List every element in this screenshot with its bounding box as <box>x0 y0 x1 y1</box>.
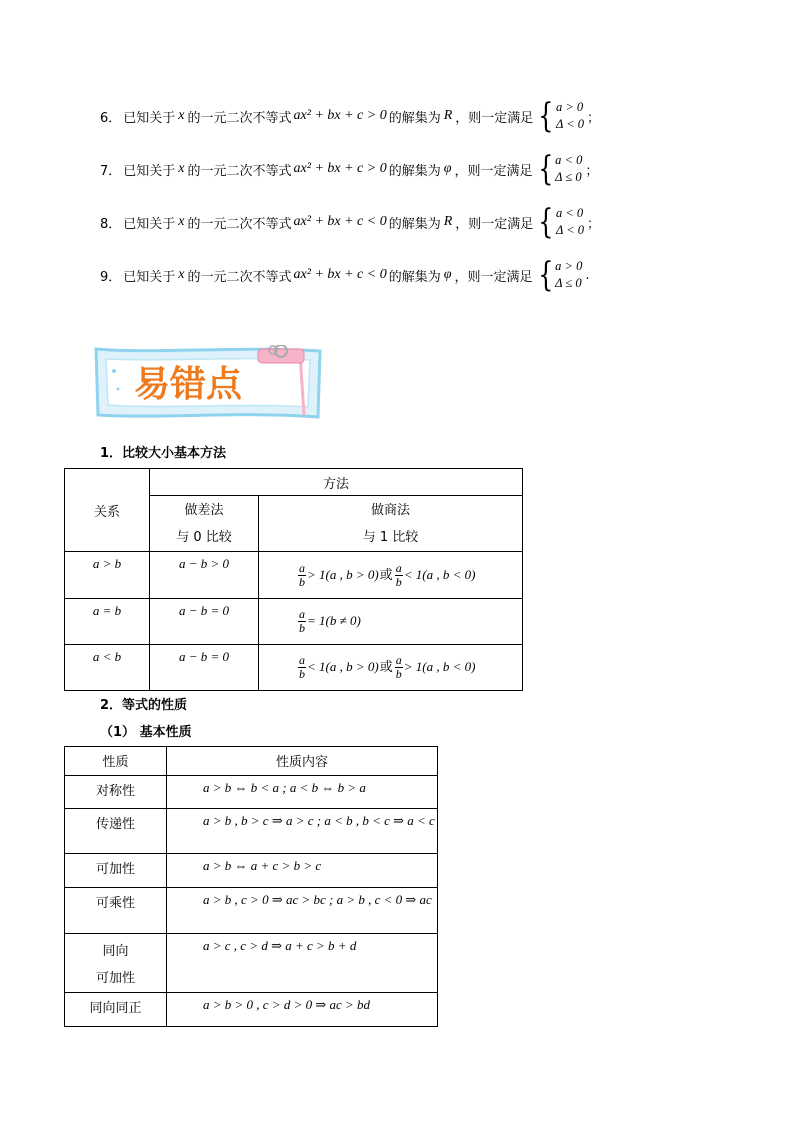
prop-content: a > b > 0 , c > d > 0 ⇒ ac > bd <box>203 997 371 1012</box>
condition-system: { a < 0 Δ < 0 <box>538 202 584 242</box>
col-prop: 性质 <box>65 747 167 776</box>
prop-name: 传递性 <box>65 809 167 854</box>
table-row <box>65 934 438 993</box>
prop-name: 同向同正 <box>65 993 167 1027</box>
quot-cell: $\frac{a}{b}$ > 1(a , b > 0)或 $\frac{a}{b}$ < 1(a , b < 0) <box>259 552 523 599</box>
diff-cell: a − b = 0 <box>178 649 230 664</box>
section1-heading: 1．比较大小基本方法 <box>100 446 227 461</box>
left-brace-icon: { <box>537 149 553 189</box>
col-relation: 关系 <box>65 469 150 552</box>
condition-number: 6． <box>100 110 122 126</box>
rel-cell: a = b <box>92 603 122 618</box>
fraction: $\frac{a}{b}$ <box>395 653 402 681</box>
col-diff <box>150 496 259 552</box>
condition-number: 7． <box>100 163 122 179</box>
solution-set: R <box>443 108 453 123</box>
table-row <box>65 809 438 854</box>
basic-properties-table <box>64 746 438 1027</box>
col-content: 性质内容 <box>167 747 438 776</box>
left-brace-icon: { <box>537 255 553 295</box>
table-row <box>65 854 438 888</box>
inequality: ax² + bx + c > 0 <box>293 161 387 176</box>
condition-item: 8． 已知关于 x 的一元二次不等式 ax² + bx + c < 0 的解集为 R ，则一定满足 { a < 0 Δ < 0 ； <box>100 202 601 242</box>
prop-content: a > b ⇔ a + c > b > c <box>203 858 322 873</box>
col-quot <box>259 496 523 552</box>
condition-number: 9． <box>100 269 122 285</box>
ribbon-bow-icon <box>258 345 304 363</box>
solution-set: R <box>443 214 453 229</box>
left-brace-icon: { <box>538 202 554 242</box>
section2-heading: 2．等式的性质 <box>100 698 188 713</box>
prop-content: a > c , c > d ⇒ a + c > b + d <box>203 938 357 953</box>
sub-quot: 做商法 <box>370 502 410 518</box>
prop-name: 对称性 <box>65 776 167 809</box>
sub-diff-note: 与 0 比较 <box>176 529 232 545</box>
rel-cell: a > b <box>92 556 122 571</box>
prop-content: a > b , c > 0 ⇒ ac > bc ; a > b , c < 0 ⇒ ac <box>203 892 432 907</box>
sub-diff: 做差法 <box>184 502 224 518</box>
sub-quot-note: 与 1 比较 <box>362 529 419 545</box>
table-row <box>65 645 523 691</box>
fraction: $\frac{a}{b}$ <box>395 560 402 589</box>
prop-name: 同向 可加性 <box>65 934 167 993</box>
section2-subheading: （1） 基本性质 <box>100 725 192 740</box>
diff-cell: a − b = 0 <box>178 603 230 618</box>
condition-item: 6． 已知关于 x 的一元二次不等式 ax² + bx + c > 0 的解集为 R ，则一定满足 { a > 0 Δ < 0 ； <box>100 96 601 136</box>
condition-system: { a > 0 Δ ≤ 0 <box>537 255 583 295</box>
quot-cell: $\frac{a}{b}$ = 1(b ≠ 0) <box>259 599 523 645</box>
condition-system: { a > 0 Δ < 0 <box>538 96 584 136</box>
condition-item: 9． 已知关于 x 的一元二次不等式 ax² + bx + c < 0 的解集为 φ ，则一定满足 { a > 0 Δ ≤ 0 . <box>100 255 590 295</box>
table-row <box>65 599 523 645</box>
solution-set: φ <box>443 161 452 176</box>
rel-cell: a < b <box>92 649 122 664</box>
compare-methods-table <box>64 468 523 691</box>
prop-content: a > b , b > c ⇒ a > c ; a < b , b < c ⇒ a < c <box>203 813 435 828</box>
quot-cell: $\frac{a}{b}$ < 1(a , b > 0)或 $\frac{a}{b}$ > 1(a , b < 0) <box>259 645 523 691</box>
fraction: $\frac{a}{b}$ <box>299 607 305 635</box>
banner-title: 易错点 <box>134 364 243 405</box>
table-row <box>65 552 523 599</box>
prop-name: 可乘性 <box>65 888 167 934</box>
diff-cell: a − b > 0 <box>178 556 230 571</box>
left-brace-icon: { <box>538 96 554 136</box>
condition-system: { a < 0 Δ ≤ 0 <box>537 149 583 189</box>
condition-number: 8． <box>100 216 122 232</box>
fraction: $\frac{a}{b}$ <box>299 653 305 681</box>
col-method: 方法 <box>150 469 523 496</box>
solution-set: φ <box>443 267 452 282</box>
fraction: $\frac{a}{b}$ <box>299 560 305 589</box>
table-row <box>65 776 438 809</box>
banner-yicuodian <box>92 345 324 421</box>
prop-name: 可加性 <box>65 854 167 888</box>
condition-item: 7． 已知关于 x 的一元二次不等式 ax² + bx + c > 0 的解集为 φ ，则一定满足 { a < 0 Δ ≤ 0 ； <box>100 149 599 189</box>
inequality: ax² + bx + c < 0 <box>293 267 387 282</box>
inequality: ax² + bx + c < 0 <box>293 214 387 229</box>
table-row <box>65 888 438 934</box>
inequality: ax² + bx + c > 0 <box>293 108 387 123</box>
table-row <box>65 993 438 1027</box>
prop-content: a > b ⇔ b < a ; a < b ⇔ b > a <box>203 780 366 795</box>
